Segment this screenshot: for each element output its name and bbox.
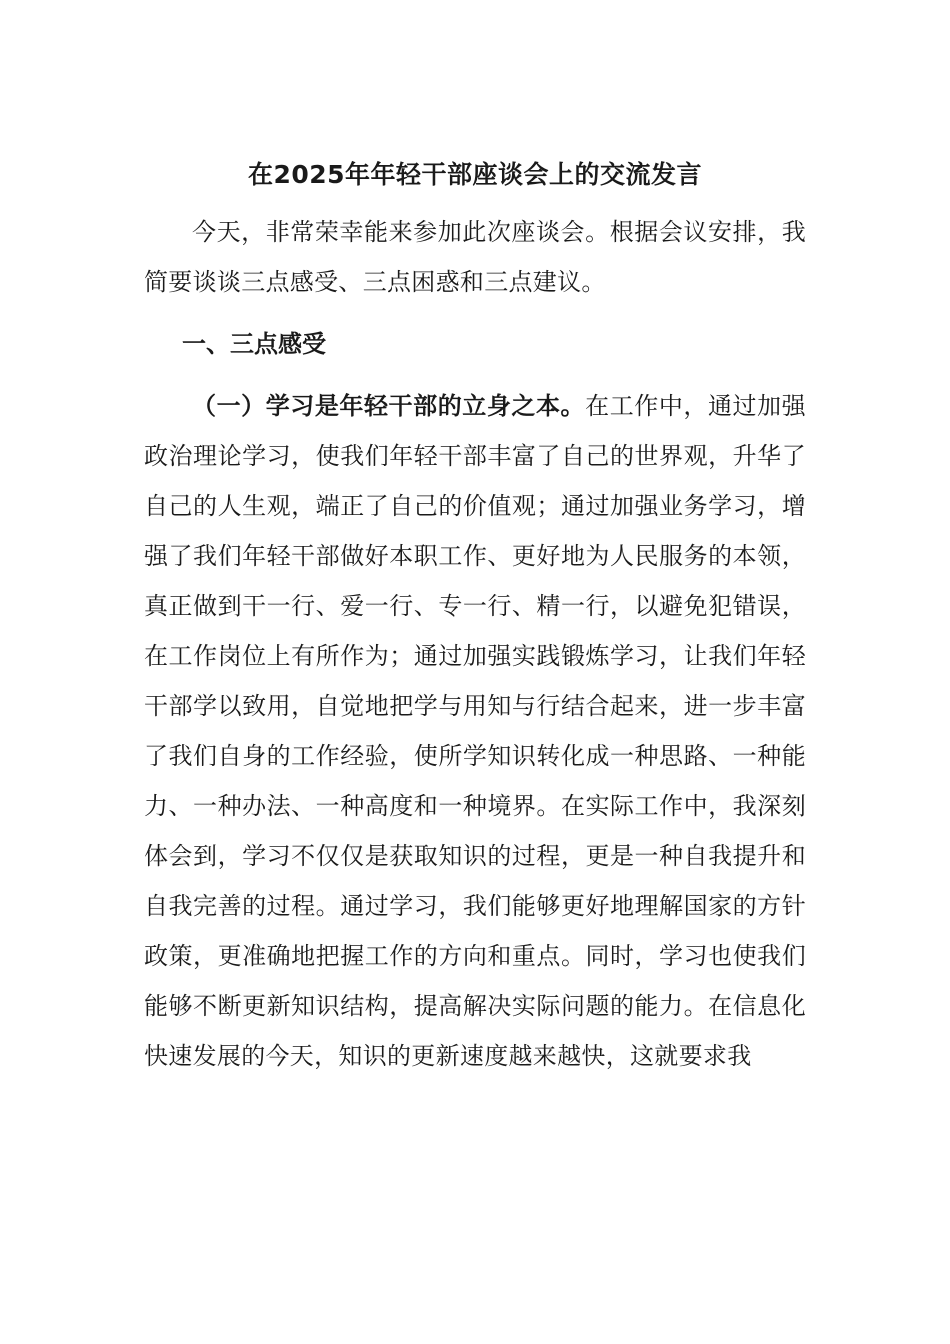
subsection-body: 在工作中，通过加强政治理论学习，使我们年轻干部丰富了自己的世界观，升华了自己的人生观，端正了自己的价值观；通过加强业务学习，增强了我们年轻干部做好本职工作、更好地为人民服务的本领，真正做到干一行、爱一行、专一行、精一行，以避免犯错误，在工作岗位上有所作为；通过加强实践锻炼学习，让我们年轻干部学以致用，自觉地把学与用知与行结合起来，进一步丰富了我们自身的工作经验，使所学知识转化成一种思路、一种能力、一种办法、一种高度和一种境界。在实际工作中，我深刻体会到，学习不仅仅是获取知识的过程，更是一种自我提升和自我完善的过程。通过学习，我们能够更好地理解国家的方针政策，更准确地把握工作的方向和重点。同时，学习也使我们能够不断更新知识结构，提高解决实际问题的能力。在信息化快速发展的今天，知识的更新速度越来越快，这就要求我 bbox=[144, 392, 806, 1070]
section-paragraph bbox=[144, 381, 806, 1081]
document-title: 在2025年年轻干部座谈会上的交流发言 bbox=[247, 160, 703, 189]
document-body bbox=[144, 150, 806, 1081]
section-heading: 一、三点感受 bbox=[182, 330, 326, 358]
subsection-lead: （一）学习是年轻干部的立身之本。 bbox=[192, 392, 586, 420]
intro-paragraph: 今天，非常荣幸能来参加此次座谈会。根据会议安排，我简要谈谈三点感受、三点困惑和三点建议。 bbox=[144, 218, 806, 296]
